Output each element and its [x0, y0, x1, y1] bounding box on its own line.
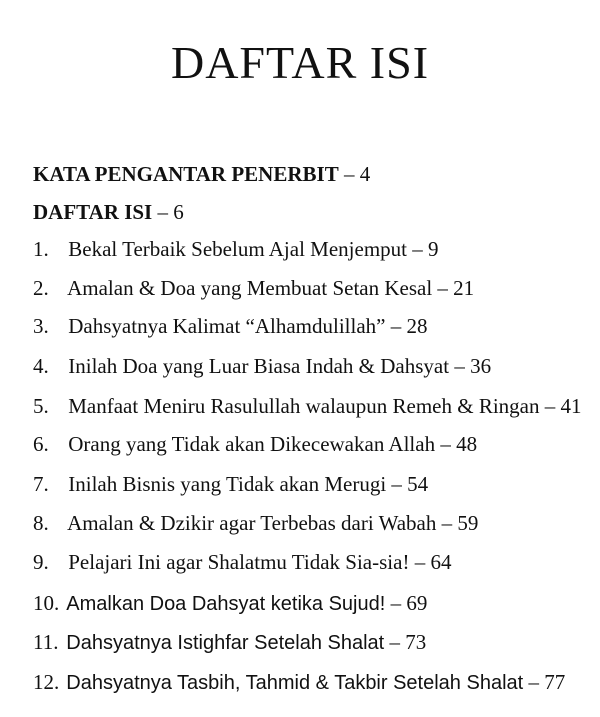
- separator: –: [441, 511, 453, 535]
- chapter-title: Dahsyatnya Tasbih, Tahmid & Takbir Setelah Shalat: [66, 672, 524, 694]
- separator: –: [528, 670, 539, 694]
- chapter-number: 11.: [33, 630, 59, 654]
- front-matter-item: [33, 200, 184, 225]
- page-number: 6: [173, 200, 184, 224]
- toc-entry: [33, 314, 428, 339]
- chapter-number: 7.: [33, 472, 49, 496]
- page-number: 54: [407, 472, 429, 496]
- page-number: 41: [560, 394, 582, 418]
- page-number: 28: [406, 314, 428, 338]
- chapter-title: Dahsyatnya Istighfar Setelah Shalat: [66, 632, 385, 654]
- chapter-number: 4.: [33, 354, 49, 378]
- toc-entry: [33, 276, 474, 301]
- toc-entry: [33, 591, 427, 616]
- toc-entry: [33, 237, 439, 262]
- separator: –: [343, 162, 355, 186]
- front-matter-label: DAFTAR ISI: [33, 200, 153, 224]
- chapter-title: Orang yang Tidak akan Dikecewakan Allah: [68, 432, 436, 456]
- chapter-number: 1.: [33, 237, 49, 261]
- separator: –: [412, 237, 423, 261]
- chapter-title: Pelajari Ini agar Shalatmu Tidak Sia-sia!: [68, 550, 410, 574]
- chapter-title: Inilah Doa yang Luar Biasa Indah & Dahsyat: [68, 354, 450, 378]
- front-matter-label: KATA PENGANTAR PENERBIT: [33, 162, 339, 186]
- toc-entry: [33, 670, 565, 695]
- separator: –: [544, 394, 556, 418]
- chapter-number: 3.: [33, 314, 49, 338]
- separator: –: [157, 200, 168, 224]
- toc-entry: [33, 432, 477, 457]
- chapter-number: 12.: [33, 670, 60, 694]
- separator: –: [390, 314, 402, 338]
- separator: –: [390, 591, 402, 615]
- page-number: 9: [428, 237, 439, 261]
- separator: –: [391, 472, 402, 496]
- chapter-title: Amalkan Doa Dahsyat ketika Sujud!: [66, 593, 386, 615]
- page-number: 48: [456, 432, 478, 456]
- toc-entry: [33, 472, 428, 497]
- chapter-title: Inilah Bisnis yang Tidak akan Merugi: [68, 472, 387, 496]
- separator: –: [389, 630, 400, 654]
- separator: –: [440, 432, 451, 456]
- toc-entry: [33, 630, 426, 655]
- page-number: 77: [544, 670, 566, 694]
- chapter-number: 9.: [33, 550, 49, 574]
- chapter-number: 5.: [33, 394, 49, 418]
- page-number: 73: [405, 630, 427, 654]
- page-number: 64: [430, 550, 452, 574]
- toc-entry: [33, 354, 491, 379]
- page-number: 21: [453, 276, 475, 300]
- separator: –: [454, 354, 465, 378]
- front-matter-item: [33, 162, 370, 187]
- chapter-title: Amalan & Dzikir agar Terbebas dari Wabah: [67, 511, 437, 535]
- chapter-number: 2.: [33, 276, 49, 300]
- toc-entry: [33, 511, 478, 536]
- toc-entry: [33, 550, 451, 575]
- chapter-number: 10.: [33, 591, 60, 615]
- chapter-title: Manfaat Meniru Rasulullah walaupun Remeh & Ringan: [68, 394, 540, 418]
- toc-entry: [33, 394, 581, 419]
- chapter-title: Dahsyatnya Kalimat “Alhamdulillah”: [68, 314, 386, 338]
- page-number: 69: [406, 591, 428, 615]
- chapter-title: Bekal Terbaik Sebelum Ajal Menjemput: [68, 237, 407, 261]
- chapter-title: Amalan & Doa yang Membuat Setan Kesal: [67, 276, 433, 300]
- chapter-number: 6.: [33, 432, 49, 456]
- page-number: 36: [470, 354, 492, 378]
- page-title: DAFTAR ISI: [170, 37, 430, 88]
- page-number: 4: [359, 162, 371, 186]
- page-number: 59: [457, 511, 479, 535]
- separator: –: [414, 550, 426, 574]
- chapter-number: 8.: [33, 511, 49, 535]
- separator: –: [437, 276, 448, 300]
